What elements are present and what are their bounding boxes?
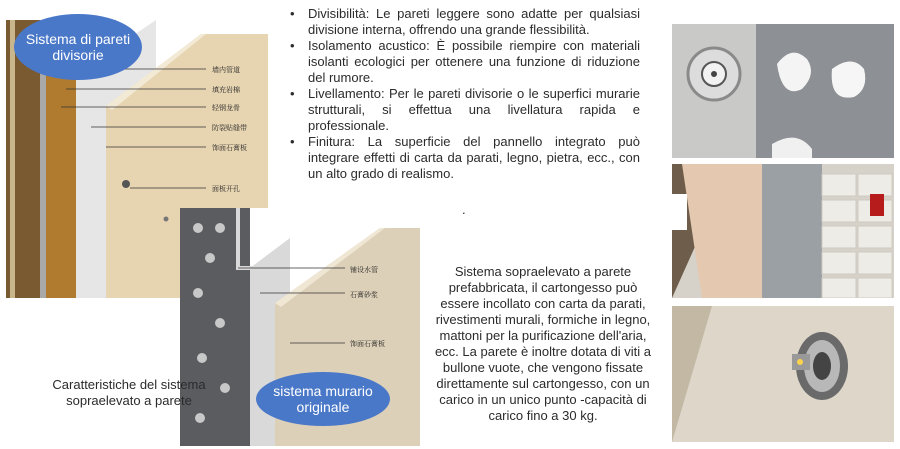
feature-leveling: • Livellamento: Per le pareti divisorie o le superfici murarie strutturali, si effettua una livellatura rapida e professionale. <box>286 86 640 134</box>
photo-finish-tiles <box>672 164 894 298</box>
callout-gypsum-mortar: 石膏砂浆 <box>350 291 378 299</box>
partition-system-label: Sistema di pareti divisorie <box>14 14 142 80</box>
features-list <box>286 6 640 182</box>
feature-divisibility: • Divisibilità: Le pareti leggere sono adatte per qualsiasi divisione interna, offrendo una grande flessibilità. <box>286 6 640 38</box>
callout-rockwool: 填充岩棉 <box>212 86 240 94</box>
stray-dot: . <box>462 202 466 217</box>
callout-steel-keel: 轻钢龙骨 <box>212 104 240 112</box>
original-masonry-label: sistema murario originale <box>256 372 390 426</box>
photo-anchor-plaster <box>672 24 894 158</box>
callout-water-pipes: 铺设水管 <box>350 266 378 274</box>
callout-gypsum-board: 饰面石膏板 <box>212 144 247 152</box>
system-description: Sistema sopraelevato a parete prefabbricata, il cartongesso può essere incollato con carta da parati, rivestimenti murali, formiche in legno, mattoni per la purificazione dell'aria, ecc. La parete è inoltre dotata di viti a bullone vuote, che vengono fissate direttamente sul cartongesso, con un carico in un unico punto -capacità di carico fino a 30 kg. <box>434 264 652 423</box>
callout-panel-opening: 面板开孔 <box>212 185 240 193</box>
callout-wall-pipes: 墙内管道 <box>212 66 240 74</box>
feature-finish: • Finitura: La superficie del pannello integrato può integrare effetti di carta da parati, legno, pietra, ecc., con un alto grado di realismo. <box>286 134 640 182</box>
callout-finish-board: 饰面石膏板 <box>350 340 385 348</box>
feature-acoustic: • Isolamento acustico: È possibile riempire con materiali isolanti ecologici per ottenere una funzione di riduzione del rumore. <box>286 38 640 86</box>
white-overlay <box>632 194 687 230</box>
callout-crack-tape: 防裂贴缝带 <box>212 124 247 132</box>
system-caption: Caratteristiche del sistema sopraelevato a parete <box>52 377 206 408</box>
photo-bolt-anchor <box>672 306 894 442</box>
